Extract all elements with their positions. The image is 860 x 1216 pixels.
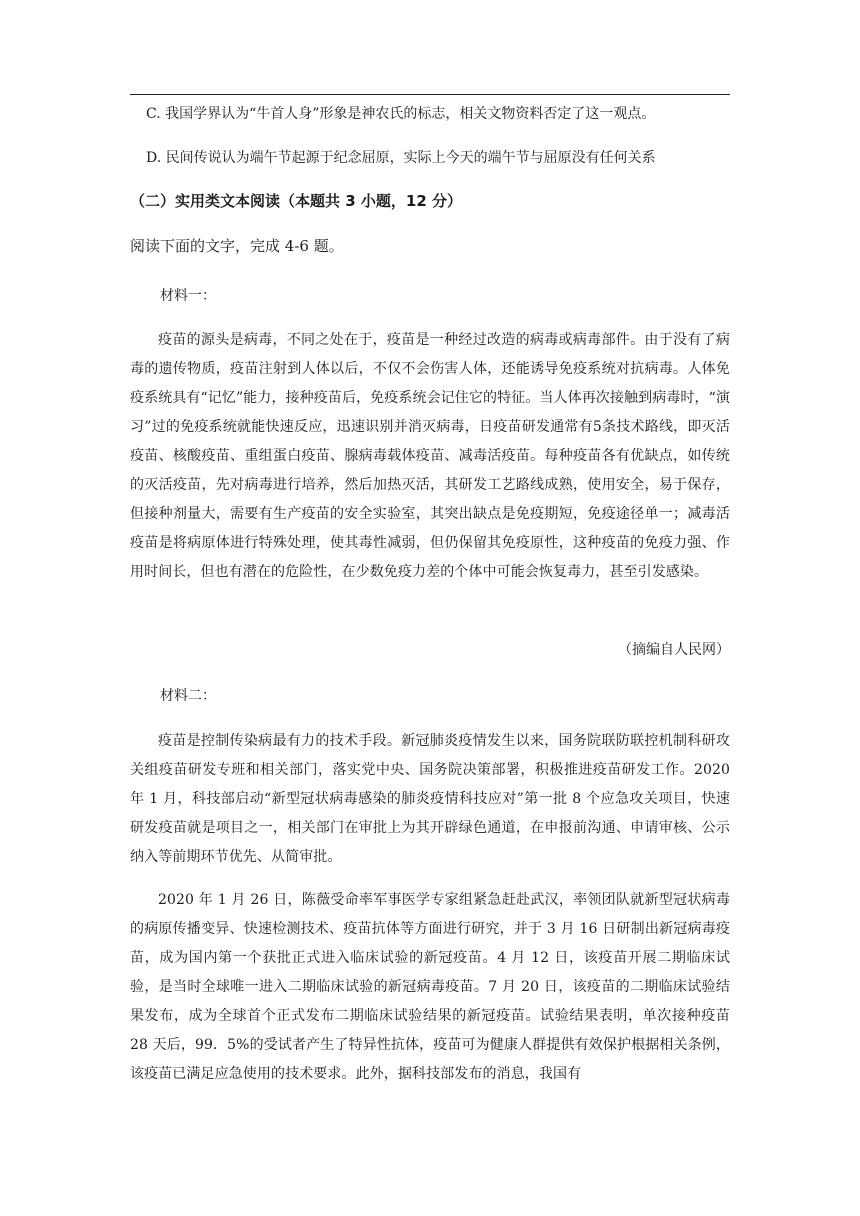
material-2-paragraph-1: 疫苗是控制传染病最有力的技术手段。新冠肺炎疫情发生以来，国务院联防联控机制科研攻关组疫苗研发专班和相关部门，落实党中央、国务院决策部署，积极推进疫苗研发工作。2020 年 1 月，科技部启动“新型冠状病毒感染的肺炎疫情科技应对”第一批 8 个应急攻关项目，快速研发疫苗就是项目之一，相关部门在审批上为其开辟绿色通道，在申报前沟通、申请审核、公示纳入等前期环节优先、从简审批。 bbox=[130, 733, 730, 865]
header-rule bbox=[130, 94, 730, 95]
section-title: （二）实用类文本阅读（本题共 3 小题，12 分） bbox=[130, 192, 462, 210]
material-1-label: 材料一： bbox=[160, 288, 216, 304]
option-d: D. 民间传说认为端午节起源于纪念屈原，实际上今天的端午节与屈原没有任何关系 bbox=[146, 150, 656, 166]
material-2-label: 材料二： bbox=[160, 688, 216, 704]
material-1-source: （摘编自人民网） bbox=[618, 642, 730, 658]
material-2-paragraph-2: 2020 年 1 月 26 日，陈薇受命率军事医学专家组紧急赶赴武汉，率领团队就新型冠状病毒的病原传播变异、快速检测技术、疫苗抗体等方面进行研究，并于 3 月 16 日研制出新冠病毒疫苗，成为国内第一个获批正式进入临床试验的新冠疫苗。4 月 12 日，该疫苗开展二期临床试验，是当时全球唯一进入二期临床试验的新冠病毒疫苗。7 月 20 日，该疫苗的二期临床试验结果发布，成为全球首个正式发布二期临床试验结果的新冠疫苗。试验结果表明，单次接种疫苗 28 天后，99．5%的受试者产生了特异性抗体，疫苗可为健康人群提供有效保护根据相关条例，该疫苗已满足应急使用的技术要求。此外，据科技部发布的消息，我国有 bbox=[130, 892, 730, 1082]
material-1-text: 疫苗的源头是病毒，不同之处在于，疫苗是一种经过改造的病毒或病毒部件。由于没有了病毒的遗传物质，疫苗注射到人体以后，不仅不会伤害人体，还能诱导免疫系统对抗病毒。人体免疫系统具有“记忆”能力，接种疫苗后，免疫系统会记住它的特征。当人体再次接触到病毒时，“演习”过的免疫系统就能快速反应，迅速识别并消灭病毒，日疫苗研发通常有5条技术路线，即灭活疫苗、核酸疫苗、重组蛋白疫苗、腺病毒载体疫苗、减毒活疫苗。每种疫苗各有优缺点，如传统的灭活疫苗，先对病毒进行培养，然后加热灭活，其研发工艺路线成熟，使用安全，易于保存，但接种剂量大，需要有生产疫苗的安全实验室，其突出缺点是免疫期短，免疫途径单一；减毒活疫苗是将病原体进行特殊处理，使其毒性减弱，但仍保留其免疫原性，这种疫苗的免疫力强、作用时间长，但也有潜在的危险性，在少数免疫力差的个体中可能会恢复毒力，甚至引发感染。 bbox=[130, 332, 730, 580]
option-c: C. 我国学界认为“牛首人身”形象是神农氏的标志，相关文物资料否定了这一观点。 bbox=[146, 106, 656, 122]
instruction: 阅读下面的文字，完成 4-6 题。 bbox=[130, 237, 344, 255]
